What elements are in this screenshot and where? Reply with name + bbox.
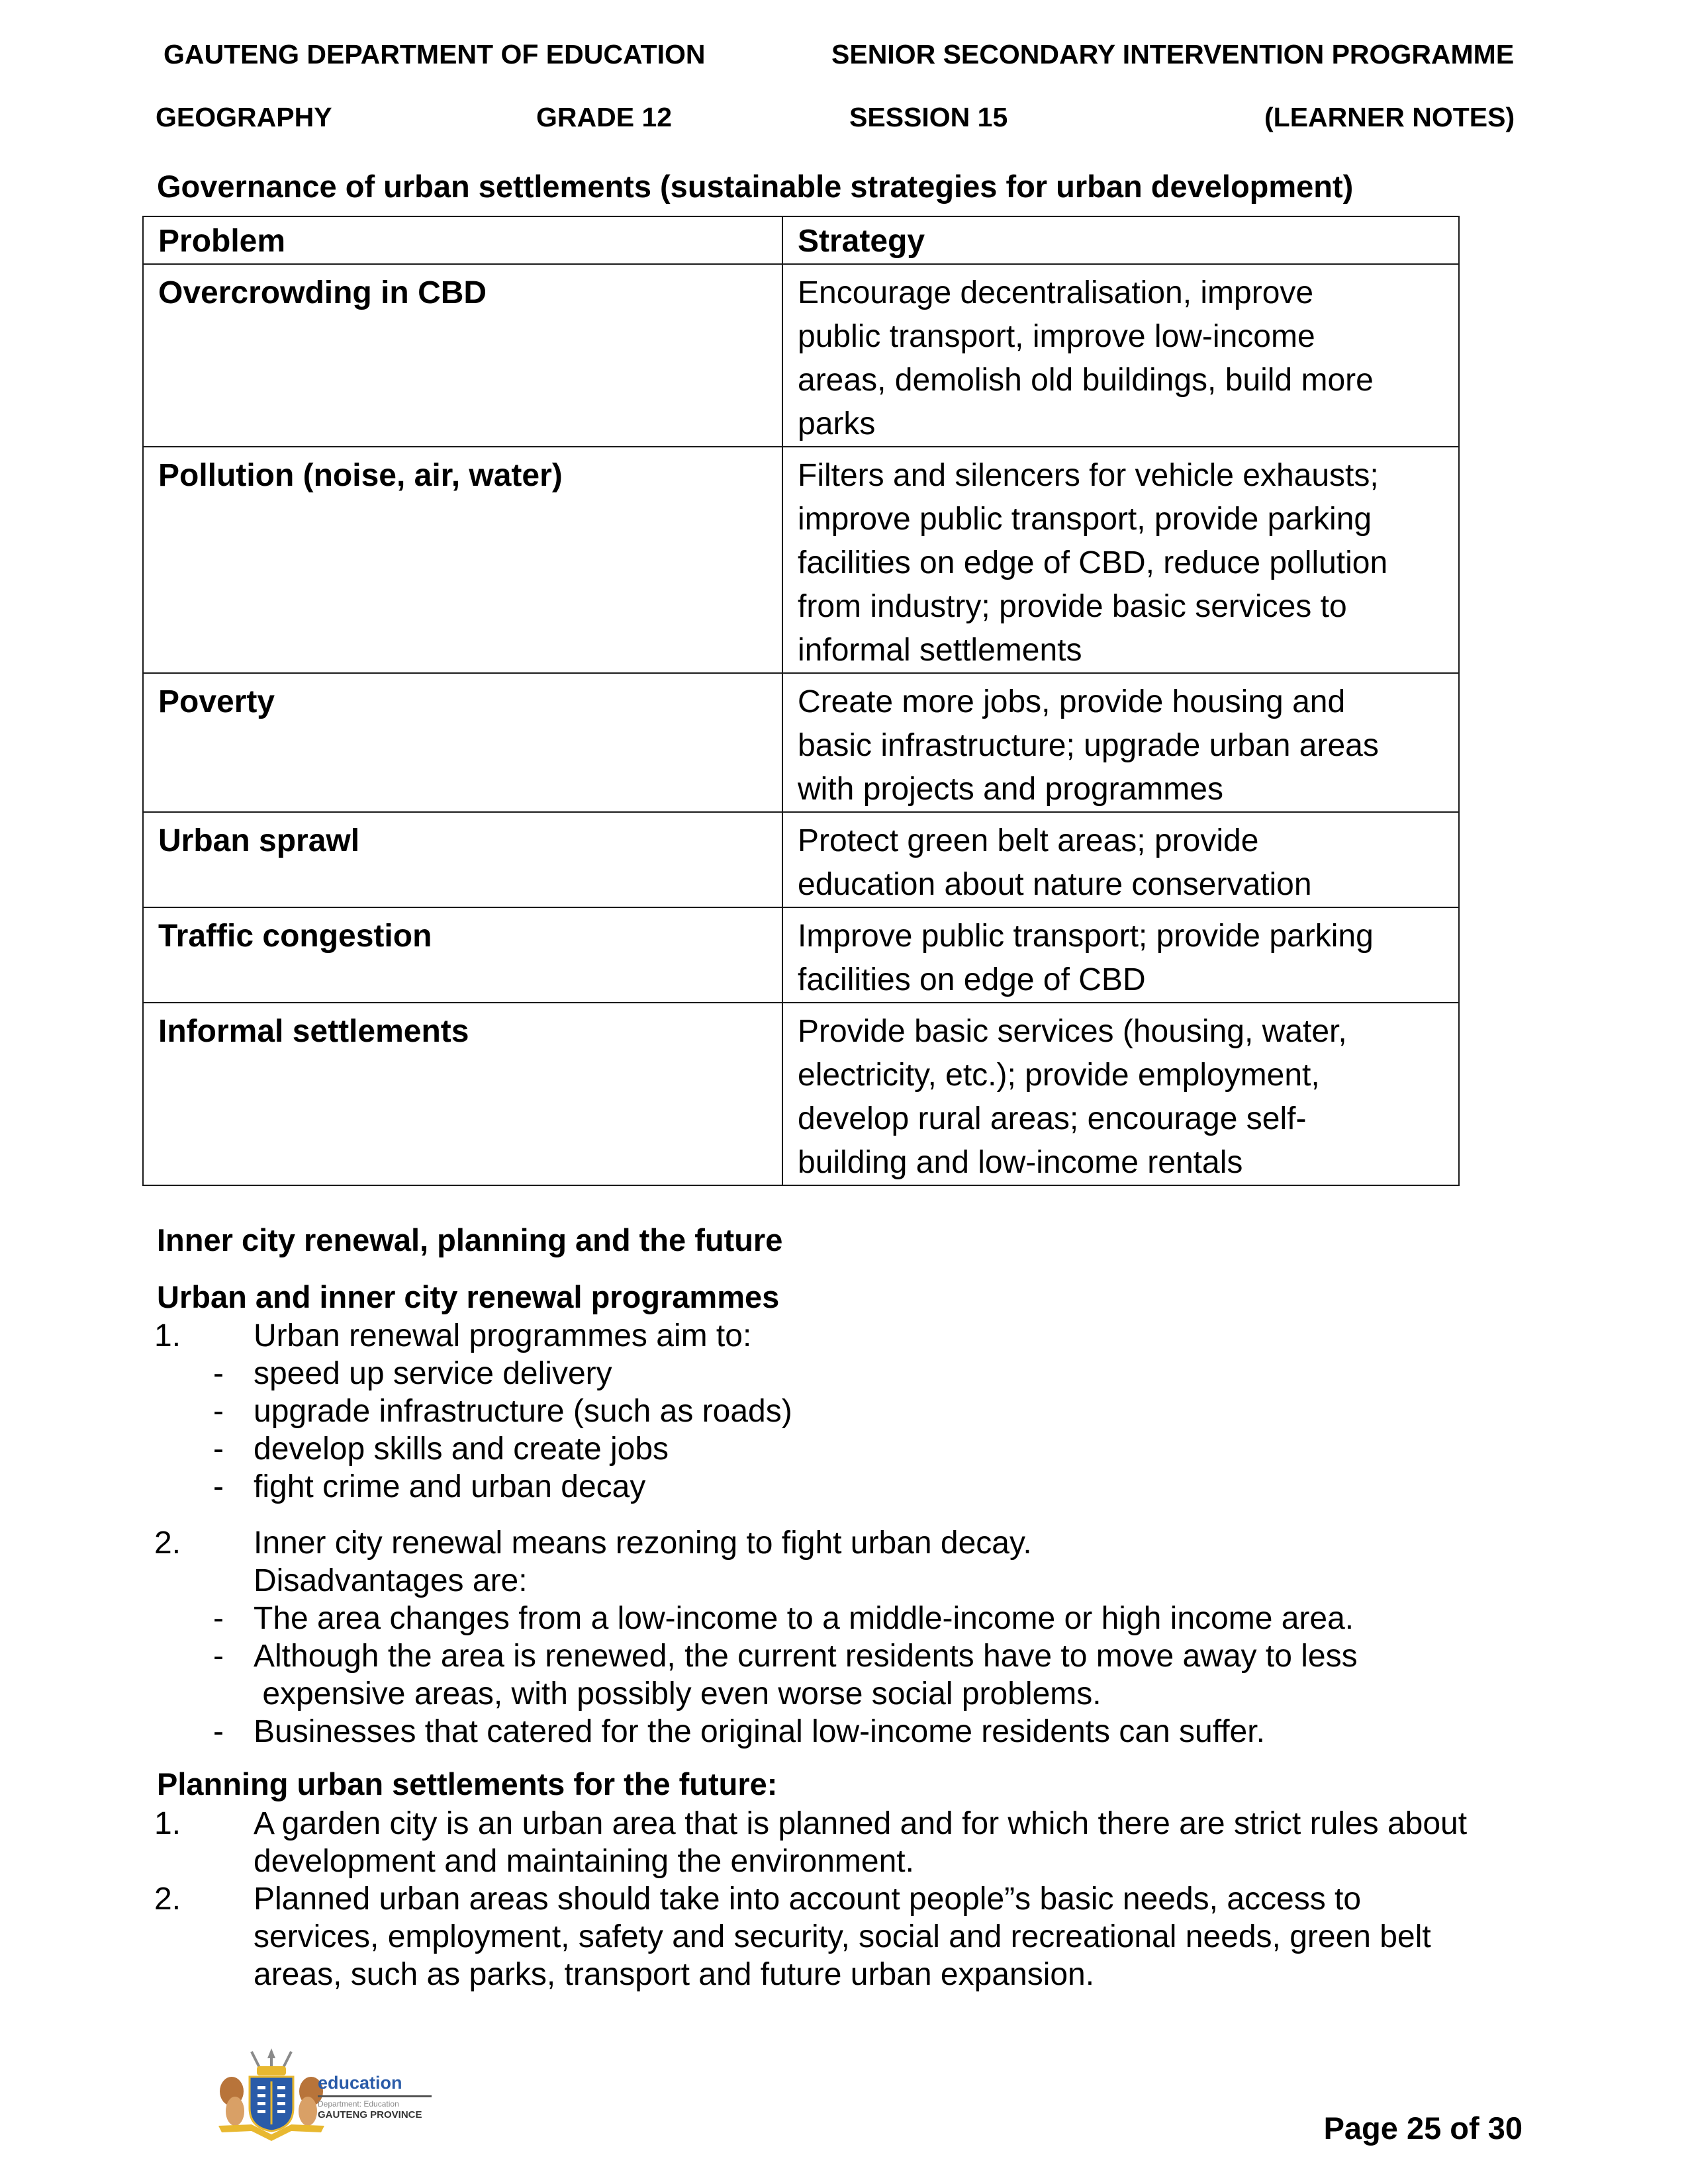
- list-item-line: Planned urban areas should take into account people”s basic needs, access to: [254, 1882, 1362, 1917]
- bullet-dash: -: [213, 1469, 224, 1504]
- strategy-cell: [782, 1003, 1459, 1185]
- strategy-line: with projects and programmes: [798, 772, 1223, 807]
- table-header-row: [143, 216, 1459, 264]
- strategy-cell: [782, 812, 1459, 907]
- strategy-line: facilities on edge of CBD, reduce pollution: [798, 545, 1388, 580]
- coat-of-arms-icon: [189, 2045, 440, 2141]
- page-number: Page 25 of 30: [1323, 2111, 1523, 2146]
- strategy-line: basic infrastructure; upgrade urban areas: [798, 728, 1379, 763]
- strategy-line: facilities on edge of CBD: [798, 962, 1146, 997]
- logo-word: education: [318, 2073, 402, 2093]
- bullet-item: Although the area is renewed, the current residents have to move away to less: [254, 1639, 1358, 1674]
- strategy-line: Encourage decentralisation, improve: [798, 275, 1314, 310]
- table-row: [143, 812, 1459, 907]
- list-number: 1.: [154, 1806, 181, 1841]
- renewal-subheading: Urban and inner city renewal programmes: [157, 1279, 780, 1314]
- governance-table: [142, 216, 1460, 1186]
- bullet-item: fight crime and urban decay: [254, 1469, 646, 1504]
- header-grade: GRADE 12: [536, 102, 673, 132]
- bullet-dash: -: [213, 1394, 224, 1429]
- strategy-line: Protect green belt areas; provide: [798, 823, 1259, 858]
- table-row: [143, 907, 1459, 1003]
- list-item-line: services, employment, safety and security, social and recreational needs, green belt: [254, 1919, 1431, 1954]
- strategy-line: areas, demolish old buildings, build more: [798, 363, 1374, 398]
- strategy-cell: [782, 264, 1459, 447]
- table-row: [143, 1003, 1459, 1185]
- strategy-line: public transport, improve low-income: [798, 319, 1315, 354]
- renewal-heading: Inner city renewal, planning and the future: [157, 1222, 783, 1257]
- header-subject: GEOGRAPHY: [156, 102, 332, 132]
- bullet-item: upgrade infrastructure (such as roads): [254, 1394, 792, 1429]
- problem-cell: Overcrowding in CBD: [143, 264, 782, 447]
- governance-title: Governance of urban settlements (sustainable strategies for urban development): [157, 169, 1354, 204]
- list-item-line: A garden city is an urban area that is planned and for which there are strict rules about: [254, 1806, 1468, 1841]
- strategy-line: electricity, etc.); provide employment,: [798, 1058, 1320, 1093]
- header-notes-type: (LEARNER NOTES): [1264, 102, 1515, 132]
- list-number: 2.: [154, 1525, 181, 1561]
- table-row: [143, 673, 1459, 812]
- strategy-line: improve public transport, provide parking: [798, 502, 1372, 537]
- strategy-cell: [782, 673, 1459, 812]
- strategy-line: from industry; provide basic services to: [798, 589, 1347, 624]
- list-item-text: Urban renewal programmes aim to:: [254, 1318, 752, 1353]
- header-session: SESSION 15: [849, 102, 1008, 132]
- strategy-line: Filters and silencers for vehicle exhausts;: [798, 458, 1379, 493]
- bullet-item: The area changes from a low-income to a middle-income or high income area.: [254, 1601, 1354, 1636]
- logo-province: GAUTENG PROVINCE: [318, 2109, 422, 2120]
- problem-cell: Urban sprawl: [143, 812, 782, 907]
- header-programme: SENIOR SECONDARY INTERVENTION PROGRAMME: [831, 39, 1515, 69]
- list-number: 2.: [154, 1882, 181, 1917]
- strategy-cell: [782, 907, 1459, 1003]
- bullet-dash: -: [213, 1601, 224, 1636]
- gauteng-education-logo: [189, 2045, 440, 2141]
- strategy-line: informal settlements: [798, 633, 1082, 668]
- problem-cell: Pollution (noise, air, water): [143, 447, 782, 673]
- table-row: [143, 447, 1459, 673]
- strategy-cell: [782, 447, 1459, 673]
- bullet-item: Businesses that catered for the original low-income residents can suffer.: [254, 1714, 1265, 1749]
- bullet-dash: -: [213, 1639, 224, 1674]
- table-row: [143, 264, 1459, 447]
- bullet-dash: -: [213, 1356, 224, 1391]
- problem-cell: Poverty: [143, 673, 782, 812]
- header-org: GAUTENG DEPARTMENT OF EDUCATION: [164, 39, 706, 69]
- column-header-problem: Problem: [143, 216, 782, 264]
- planning-heading: Planning urban settlements for the future:: [157, 1766, 778, 1801]
- strategy-line: parks: [798, 406, 876, 441]
- logo-subtitle: Department: Education: [318, 2099, 399, 2109]
- bullet-dash: -: [213, 1714, 224, 1749]
- strategy-line: Improve public transport; provide parking: [798, 919, 1374, 954]
- bullet-item: speed up service delivery: [254, 1356, 612, 1391]
- strategy-line: building and low-income rentals: [798, 1145, 1243, 1180]
- list-item-subtext: Disadvantages are:: [254, 1563, 528, 1598]
- list-item-text: Inner city renewal means rezoning to fight urban decay.: [254, 1525, 1032, 1561]
- strategy-line: Provide basic services (housing, water,: [798, 1014, 1347, 1049]
- list-item-line: development and maintaining the environment.: [254, 1844, 914, 1879]
- strategy-line: Create more jobs, provide housing and: [798, 684, 1346, 719]
- strategy-line: develop rural areas; encourage self-: [798, 1101, 1307, 1136]
- strategy-line: education about nature conservation: [798, 867, 1312, 902]
- bullet-item: develop skills and create jobs: [254, 1432, 669, 1467]
- logo-divider: [318, 2095, 432, 2097]
- column-header-strategy: Strategy: [782, 216, 1459, 264]
- list-item-line: areas, such as parks, transport and future urban expansion.: [254, 1957, 1095, 1992]
- bullet-item-continuation: expensive areas, with possibly even worse social problems.: [254, 1676, 1102, 1711]
- list-number: 1.: [154, 1318, 181, 1353]
- problem-cell: Informal settlements: [143, 1003, 782, 1185]
- bullet-dash: -: [213, 1432, 224, 1467]
- problem-cell: Traffic congestion: [143, 907, 782, 1003]
